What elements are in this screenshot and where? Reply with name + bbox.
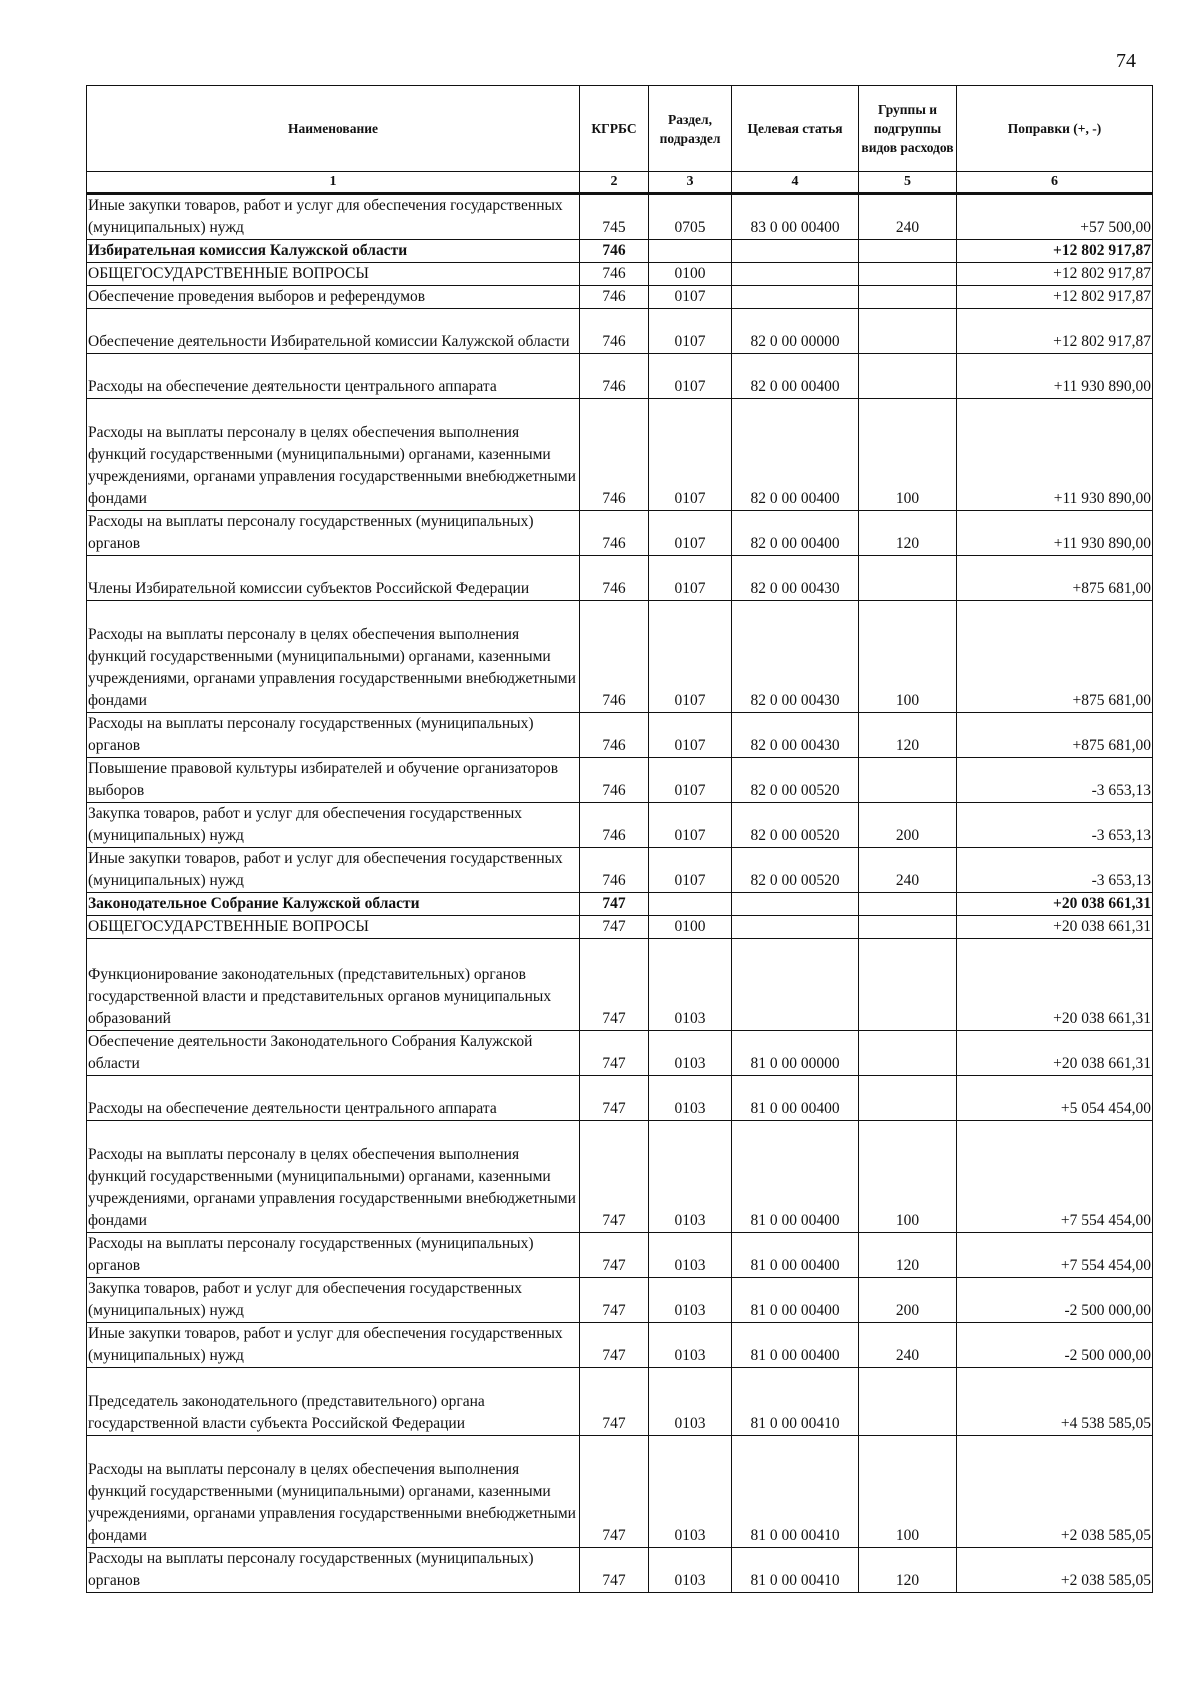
table-header <box>87 86 1153 194</box>
cell-name: Обеспечение деятельности Законодательного Собрания Калужской области <box>87 1031 580 1076</box>
cell-section: 0107 <box>649 758 732 803</box>
cell-expense-group <box>859 1368 957 1436</box>
cell-amendment: +2 038 585,05 <box>957 1436 1153 1548</box>
column-number-row <box>87 172 1153 194</box>
header-target-article: Целевая статья <box>732 86 859 172</box>
cell-amendment: +12 802 917,87 <box>957 240 1153 263</box>
table-row <box>87 1076 1153 1121</box>
cell-section: 0107 <box>649 399 732 511</box>
table-row <box>87 1548 1153 1593</box>
cell-kgrbs: 747 <box>580 1548 649 1593</box>
table-row <box>87 1368 1153 1436</box>
table-row <box>87 240 1153 263</box>
cell-amendment: +12 802 917,87 <box>957 309 1153 354</box>
cell-kgrbs: 746 <box>580 848 649 893</box>
cell-target-article: 82 0 00 00000 <box>732 309 859 354</box>
cell-amendment: -3 653,13 <box>957 848 1153 893</box>
cell-expense-group <box>859 354 957 399</box>
cell-amendment: +20 038 661,31 <box>957 939 1153 1031</box>
cell-name: ОБЩЕГОСУДАРСТВЕННЫЕ ВОПРОСЫ <box>87 263 580 286</box>
cell-expense-group: 240 <box>859 194 957 240</box>
cell-kgrbs: 747 <box>580 1076 649 1121</box>
cell-amendment: +2 038 585,05 <box>957 1548 1153 1593</box>
cell-target-article: 81 0 00 00400 <box>732 1076 859 1121</box>
cell-expense-group: 120 <box>859 511 957 556</box>
cell-section: 0107 <box>649 601 732 713</box>
cell-expense-group: 240 <box>859 1323 957 1368</box>
cell-amendment: +875 681,00 <box>957 556 1153 601</box>
cell-name: Обеспечение проведения выборов и референдумов <box>87 286 580 309</box>
cell-kgrbs: 746 <box>580 399 649 511</box>
cell-kgrbs: 746 <box>580 758 649 803</box>
cell-kgrbs: 747 <box>580 1436 649 1548</box>
cell-section: 0107 <box>649 309 732 354</box>
cell-expense-group <box>859 263 957 286</box>
column-number: 3 <box>649 172 732 194</box>
cell-expense-group: 100 <box>859 1121 957 1233</box>
cell-target-article: 81 0 00 00000 <box>732 1031 859 1076</box>
header-kgrbs: КГРБС <box>580 86 649 172</box>
table-row <box>87 848 1153 893</box>
header-section: Раздел, подраздел <box>649 86 732 172</box>
cell-kgrbs: 747 <box>580 1323 649 1368</box>
column-number: 6 <box>957 172 1153 194</box>
cell-kgrbs: 746 <box>580 309 649 354</box>
cell-target-article <box>732 263 859 286</box>
cell-section <box>649 893 732 916</box>
table-row <box>87 1436 1153 1548</box>
cell-expense-group <box>859 758 957 803</box>
table-body <box>87 194 1153 1593</box>
cell-target-article: 82 0 00 00520 <box>732 803 859 848</box>
cell-section: 0103 <box>649 1436 732 1548</box>
cell-kgrbs: 746 <box>580 263 649 286</box>
cell-amendment: +4 538 585,05 <box>957 1368 1153 1436</box>
cell-name: Иные закупки товаров, работ и услуг для обеспечения государственных (муниципальных) нужд <box>87 1323 580 1368</box>
cell-name: Законодательное Собрание Калужской области <box>87 893 580 916</box>
cell-target-article <box>732 916 859 939</box>
cell-expense-group: 100 <box>859 1436 957 1548</box>
table-row <box>87 1323 1153 1368</box>
cell-section: 0103 <box>649 1233 732 1278</box>
cell-target-article: 82 0 00 00430 <box>732 556 859 601</box>
cell-amendment: -2 500 000,00 <box>957 1278 1153 1323</box>
cell-section: 0107 <box>649 713 732 758</box>
table-row <box>87 1121 1153 1233</box>
cell-kgrbs: 747 <box>580 1233 649 1278</box>
table-row <box>87 939 1153 1031</box>
cell-kgrbs: 746 <box>580 511 649 556</box>
cell-section <box>649 240 732 263</box>
cell-amendment: +12 802 917,87 <box>957 286 1153 309</box>
cell-target-article: 81 0 00 00400 <box>732 1278 859 1323</box>
cell-amendment: +875 681,00 <box>957 601 1153 713</box>
cell-section: 0103 <box>649 1368 732 1436</box>
cell-target-article: 82 0 00 00520 <box>732 758 859 803</box>
cell-kgrbs: 747 <box>580 916 649 939</box>
column-number: 1 <box>87 172 580 194</box>
cell-kgrbs: 746 <box>580 286 649 309</box>
cell-name: Расходы на выплаты персоналу государственных (муниципальных) органов <box>87 1233 580 1278</box>
cell-expense-group: 120 <box>859 1548 957 1593</box>
cell-name: Избирательная комиссия Калужской области <box>87 240 580 263</box>
cell-kgrbs: 747 <box>580 1031 649 1076</box>
cell-kgrbs: 746 <box>580 354 649 399</box>
cell-amendment: -2 500 000,00 <box>957 1323 1153 1368</box>
cell-kgrbs: 746 <box>580 556 649 601</box>
cell-amendment: +11 930 890,00 <box>957 399 1153 511</box>
table-row <box>87 194 1153 240</box>
table-row <box>87 893 1153 916</box>
cell-amendment: +12 802 917,87 <box>957 263 1153 286</box>
table-row <box>87 263 1153 286</box>
table-row <box>87 511 1153 556</box>
header-expense-groups: Группы и подгруппы видов расходов <box>859 86 957 172</box>
cell-name: Расходы на выплаты персоналу государственных (муниципальных) органов <box>87 713 580 758</box>
cell-kgrbs: 747 <box>580 893 649 916</box>
cell-target-article: 81 0 00 00400 <box>732 1233 859 1278</box>
cell-amendment: +20 038 661,31 <box>957 1031 1153 1076</box>
cell-target-article <box>732 939 859 1031</box>
cell-kgrbs: 745 <box>580 194 649 240</box>
cell-amendment: +20 038 661,31 <box>957 893 1153 916</box>
cell-expense-group <box>859 309 957 354</box>
cell-name: Члены Избирательной комиссии субъектов Российской Федерации <box>87 556 580 601</box>
cell-amendment: +57 500,00 <box>957 194 1153 240</box>
cell-section: 0107 <box>649 511 732 556</box>
cell-target-article: 81 0 00 00400 <box>732 1323 859 1368</box>
cell-kgrbs: 746 <box>580 713 649 758</box>
cell-expense-group: 100 <box>859 399 957 511</box>
cell-target-article: 81 0 00 00410 <box>732 1548 859 1593</box>
cell-expense-group: 120 <box>859 713 957 758</box>
table-row <box>87 1233 1153 1278</box>
cell-expense-group <box>859 939 957 1031</box>
cell-amendment: +11 930 890,00 <box>957 354 1153 399</box>
cell-target-article: 82 0 00 00400 <box>732 354 859 399</box>
page-number: 74 <box>1116 50 1136 72</box>
column-number: 5 <box>859 172 957 194</box>
cell-kgrbs: 746 <box>580 601 649 713</box>
table-row <box>87 758 1153 803</box>
cell-kgrbs: 747 <box>580 939 649 1031</box>
cell-expense-group: 240 <box>859 848 957 893</box>
cell-section: 0107 <box>649 286 732 309</box>
table-row <box>87 713 1153 758</box>
table-row <box>87 399 1153 511</box>
cell-section: 0103 <box>649 1121 732 1233</box>
cell-kgrbs: 746 <box>580 803 649 848</box>
cell-expense-group: 200 <box>859 1278 957 1323</box>
cell-name: Иные закупки товаров, работ и услуг для обеспечения государственных (муниципальных) нужд <box>87 848 580 893</box>
cell-name: Иные закупки товаров, работ и услуг для обеспечения государственных (муниципальных) нужд <box>87 194 580 240</box>
cell-target-article: 81 0 00 00410 <box>732 1436 859 1548</box>
cell-target-article <box>732 240 859 263</box>
cell-target-article <box>732 286 859 309</box>
cell-section: 0103 <box>649 1031 732 1076</box>
table-row <box>87 1278 1153 1323</box>
cell-kgrbs: 747 <box>580 1121 649 1233</box>
cell-target-article: 82 0 00 00430 <box>732 713 859 758</box>
table-row <box>87 1031 1153 1076</box>
cell-expense-group <box>859 556 957 601</box>
cell-section: 0103 <box>649 1278 732 1323</box>
cell-expense-group <box>859 1076 957 1121</box>
cell-name: Расходы на обеспечение деятельности центрального аппарата <box>87 354 580 399</box>
cell-expense-group <box>859 240 957 263</box>
cell-name: Расходы на обеспечение деятельности центрального аппарата <box>87 1076 580 1121</box>
cell-section: 0100 <box>649 916 732 939</box>
cell-section: 0705 <box>649 194 732 240</box>
cell-section: 0103 <box>649 1548 732 1593</box>
cell-amendment: -3 653,13 <box>957 803 1153 848</box>
cell-name: Расходы на выплаты персоналу в целях обеспечения выполнения функций государственными (муниципальными) органами, казенными учреждениями, органами управления государственными внебюджетными фондами <box>87 1121 580 1233</box>
cell-kgrbs: 747 <box>580 1278 649 1323</box>
cell-target-article: 82 0 00 00520 <box>732 848 859 893</box>
cell-expense-group <box>859 1031 957 1076</box>
cell-expense-group <box>859 916 957 939</box>
cell-target-article: 82 0 00 00430 <box>732 601 859 713</box>
table-row <box>87 556 1153 601</box>
table-row <box>87 803 1153 848</box>
cell-name: Расходы на выплаты персоналу в целях обеспечения выполнения функций государственными (муниципальными) органами, казенными учреждениями, органами управления государственными внебюджетными фондами <box>87 1436 580 1548</box>
cell-amendment: +7 554 454,00 <box>957 1121 1153 1233</box>
cell-name: Функционирование законодательных (представительных) органов государственной власти и представительных органов муниципальных образований <box>87 939 580 1031</box>
cell-target-article: 81 0 00 00410 <box>732 1368 859 1436</box>
cell-section: 0107 <box>649 556 732 601</box>
column-number: 4 <box>732 172 859 194</box>
cell-amendment: +875 681,00 <box>957 713 1153 758</box>
budget-table <box>86 85 1153 1593</box>
header-row <box>87 86 1153 172</box>
cell-name: Расходы на выплаты персоналу в целях обеспечения выполнения функций государственными (муниципальными) органами, казенными учреждениями, органами управления государственными внебюджетными фондами <box>87 601 580 713</box>
cell-name: Закупка товаров, работ и услуг для обеспечения государственных (муниципальных) нужд <box>87 1278 580 1323</box>
cell-section: 0107 <box>649 803 732 848</box>
cell-expense-group <box>859 893 957 916</box>
cell-target-article: 82 0 00 00400 <box>732 399 859 511</box>
cell-expense-group: 100 <box>859 601 957 713</box>
cell-name: Обеспечение деятельности Избирательной комиссии Калужской области <box>87 309 580 354</box>
table-row <box>87 354 1153 399</box>
cell-section: 0100 <box>649 263 732 286</box>
cell-name: Расходы на выплаты персоналу государственных (муниципальных) органов <box>87 511 580 556</box>
column-number: 2 <box>580 172 649 194</box>
cell-target-article: 83 0 00 00400 <box>732 194 859 240</box>
cell-expense-group: 200 <box>859 803 957 848</box>
cell-target-article: 81 0 00 00400 <box>732 1121 859 1233</box>
cell-name: Председатель законодательного (представительного) органа государственной власти субъекта Российской Федерации <box>87 1368 580 1436</box>
cell-name: Расходы на выплаты персоналу государственных (муниципальных) органов <box>87 1548 580 1593</box>
cell-amendment: +20 038 661,31 <box>957 916 1153 939</box>
cell-amendment: -3 653,13 <box>957 758 1153 803</box>
cell-section: 0107 <box>649 848 732 893</box>
cell-kgrbs: 746 <box>580 240 649 263</box>
table-row <box>87 916 1153 939</box>
cell-target-article: 82 0 00 00400 <box>732 511 859 556</box>
table-row <box>87 601 1153 713</box>
header-amendments: Поправки (+, -) <box>957 86 1153 172</box>
cell-expense-group: 120 <box>859 1233 957 1278</box>
cell-target-article <box>732 893 859 916</box>
cell-section: 0103 <box>649 1076 732 1121</box>
cell-section: 0103 <box>649 939 732 1031</box>
cell-amendment: +11 930 890,00 <box>957 511 1153 556</box>
cell-name: ОБЩЕГОСУДАРСТВЕННЫЕ ВОПРОСЫ <box>87 916 580 939</box>
cell-amendment: +5 054 454,00 <box>957 1076 1153 1121</box>
cell-kgrbs: 747 <box>580 1368 649 1436</box>
cell-section: 0107 <box>649 354 732 399</box>
cell-name: Расходы на выплаты персоналу в целях обеспечения выполнения функций государственными (муниципальными) органами, казенными учреждениями, органами управления государственными внебюджетными фондами <box>87 399 580 511</box>
cell-name: Повышение правовой культуры избирателей и обучение организаторов выборов <box>87 758 580 803</box>
cell-expense-group <box>859 286 957 309</box>
cell-amendment: +7 554 454,00 <box>957 1233 1153 1278</box>
cell-name: Закупка товаров, работ и услуг для обеспечения государственных (муниципальных) нужд <box>87 803 580 848</box>
table-row <box>87 286 1153 309</box>
table-row <box>87 309 1153 354</box>
header-name: Наименование <box>87 86 580 172</box>
cell-section: 0103 <box>649 1323 732 1368</box>
